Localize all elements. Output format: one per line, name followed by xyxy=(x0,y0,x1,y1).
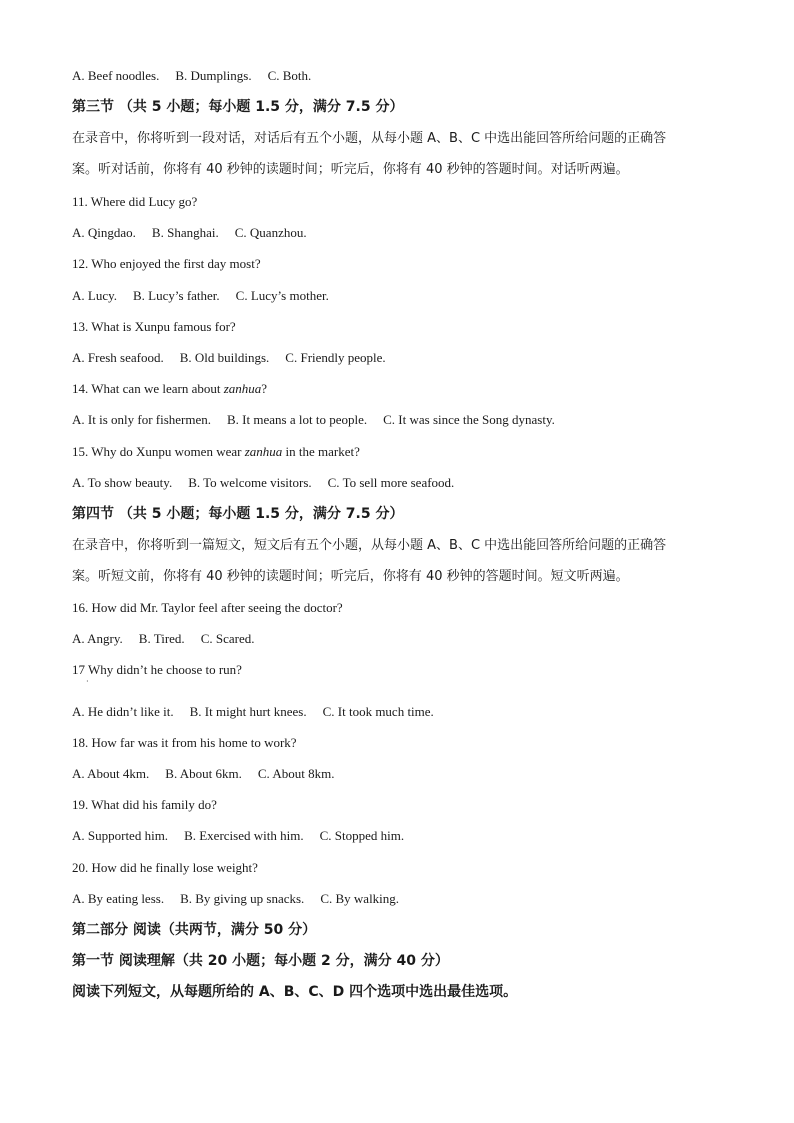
answer-options xyxy=(72,412,555,428)
answer-option: C. Lucy’s mother. xyxy=(235,288,329,303)
question: 19. What did his family do? xyxy=(72,797,217,812)
answer-option: B. Shanghai. xyxy=(151,225,219,240)
answer-options xyxy=(72,891,399,907)
answer-option: A. Beef noodles. xyxy=(72,68,160,83)
answer-options xyxy=(72,631,254,647)
answer-options xyxy=(72,288,329,304)
question: 11. Where did Lucy go? xyxy=(72,194,198,209)
answer-option: A. Angry. xyxy=(72,631,123,646)
answer-option: A. Supported him. xyxy=(72,828,169,843)
question-text: 14. What can we learn about xyxy=(72,381,224,396)
question: 18. How far was it from his home to work? xyxy=(72,735,297,750)
italic-term: zanhua xyxy=(244,444,283,459)
italic-term: zanhua xyxy=(223,381,262,396)
answer-option: A. About 4km. xyxy=(72,766,150,781)
question: 17 Why didn’t he choose to run? xyxy=(72,662,242,677)
answer-option: B. To welcome visitors. xyxy=(188,475,312,490)
question: 12. Who enjoyed the first day most? xyxy=(72,256,261,271)
instruction-text: 案。听短文前，你将有 40 秒钟的读题时间；听完后，你将有 40 秒钟的答题时间。短文听两遍。 xyxy=(72,569,629,584)
question xyxy=(72,381,267,397)
answer-option: C. About 8km. xyxy=(257,766,335,781)
answer-option: A. To show beauty. xyxy=(72,475,173,490)
answer-option: B. By giving up snacks. xyxy=(180,891,305,906)
answer-option: B. Tired. xyxy=(138,631,185,646)
question: 16. How did Mr. Taylor feel after seeing the doctor? xyxy=(72,600,343,615)
stray-dot: · xyxy=(86,677,89,686)
answer-option: C. To sell more seafood. xyxy=(327,475,455,490)
answer-option: B. It might hurt knees. xyxy=(189,704,307,719)
question-text: in the market? xyxy=(282,444,360,459)
answer-option: A. He didn’t like it. xyxy=(72,704,174,719)
answer-options xyxy=(72,828,404,844)
section-heading: 阅读下列短文，从每题所给的 A、B、C、D 四个选项中选出最佳选项。 xyxy=(72,984,518,1000)
answer-option: B. Lucy’s father. xyxy=(133,288,220,303)
answer-option: C. Both. xyxy=(267,68,312,83)
question-text: ? xyxy=(261,381,268,396)
answer-option: C. Stopped him. xyxy=(319,828,405,843)
answer-option: A. Fresh seafood. xyxy=(72,350,164,365)
section-heading: 第三节 （共 5 小题；每小题 1.5 分，满分 7.5 分） xyxy=(72,99,404,115)
answer-option: C. Quanzhou. xyxy=(234,225,307,240)
answer-options xyxy=(72,475,454,491)
answer-option: A. By eating less. xyxy=(72,891,165,906)
instruction-text: 案。听对话前，你将有 40 秒钟的读题时间；听完后，你将有 40 秒钟的答题时间。对话听两遍。 xyxy=(72,162,629,177)
instruction-text: 在录音中，你将听到一段对话，对话后有五个小题，从每小题 A、B、C 中选出能回答所给问题的正确答 xyxy=(72,131,667,146)
answer-options xyxy=(72,225,307,241)
answer-options xyxy=(72,766,334,782)
answer-option: C. Friendly people. xyxy=(285,350,386,365)
instruction-text: 在录音中，你将听到一篇短文，短文后有五个小题，从每小题 A、B、C 中选出能回答所给问题的正确答 xyxy=(72,538,667,553)
answer-option: C. It was since the Song dynasty. xyxy=(383,412,555,427)
answer-option: B. Old buildings. xyxy=(179,350,270,365)
section-heading: 第一节 阅读理解（共 20 小题；每小题 2 分，满分 40 分） xyxy=(72,953,449,969)
question: 13. What is Xunpu famous for? xyxy=(72,319,236,334)
answer-option: B. Exercised with him. xyxy=(184,828,304,843)
answer-option: B. It means a lot to people. xyxy=(227,412,368,427)
answer-option: A. It is only for fishermen. xyxy=(72,412,212,427)
question xyxy=(72,444,360,460)
answer-option: A. Qingdao. xyxy=(72,225,136,240)
answer-options xyxy=(72,68,311,84)
answer-option: C. Scared. xyxy=(200,631,255,646)
answer-option: B. Dumplings. xyxy=(175,68,252,83)
answer-options xyxy=(72,704,434,720)
question: 20. How did he finally lose weight? xyxy=(72,860,258,875)
section-heading: 第二部分 阅读（共两节，满分 50 分） xyxy=(72,922,317,938)
answer-option: B. About 6km. xyxy=(165,766,242,781)
answer-options xyxy=(72,350,386,366)
answer-option: C. It took much time. xyxy=(322,704,434,719)
answer-option: C. By walking. xyxy=(320,891,400,906)
section-heading: 第四节 （共 5 小题；每小题 1.5 分，满分 7.5 分） xyxy=(72,506,404,522)
question-text: 15. Why do Xunpu women wear xyxy=(72,444,245,459)
answer-option: A. Lucy. xyxy=(72,288,118,303)
